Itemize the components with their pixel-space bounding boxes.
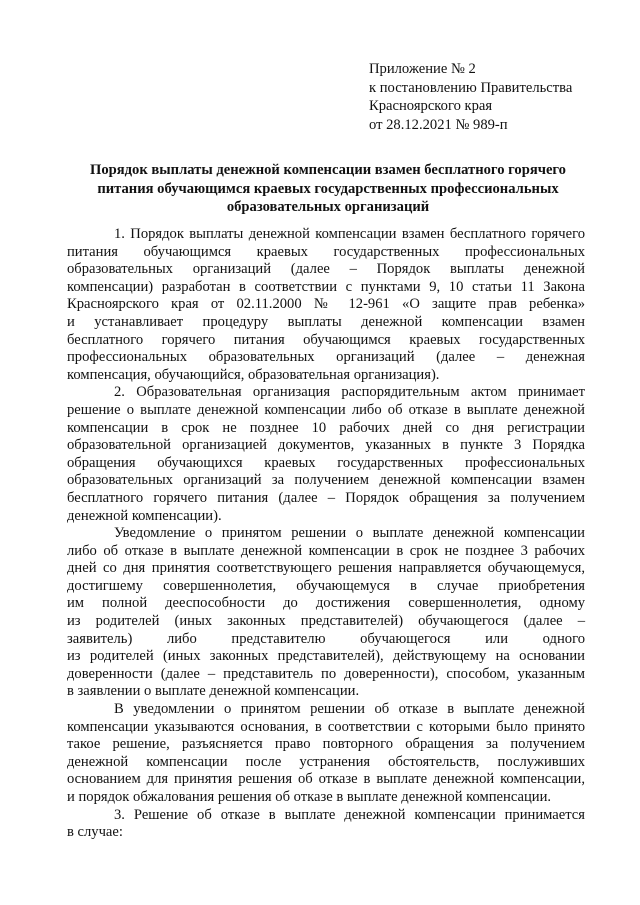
title-line: питания обучающимся краевых государственных профессиональных [97,180,559,197]
paragraph-line: питания обучающимся краевых государственных профессиональных [67,243,585,260]
paragraph [67,384,585,525]
paragraph-line: образовательных организаций за получением денежной компенсации взамен [67,472,585,489]
paragraph [67,807,585,842]
paragraph-line: и порядок обжалования решения об отказе в выплате денежной компенсации. [67,789,552,805]
paragraph-line: обращения обучающихся краевых государственных профессиональных [67,454,585,471]
appendix-line: Приложение № 2 [369,61,476,77]
appendix-line: от 28.12.2021 № 989-п [369,116,508,133]
paragraph-line: бесплатного горячего питания (далее – Порядок обращения за получением [67,489,585,506]
paragraph-line: денежной компенсации). [67,507,222,524]
title-line: Порядок выплаты денежной компенсации взамен бесплатного горячего [90,162,566,178]
paragraph-line: компенсация, обучающийся, образовательная организация). [67,366,440,383]
paragraph-line: бесплатного горячего питания обучающимся краевых государственных [67,331,585,348]
paragraph-line: 2. Образовательная организация распорядительным актом принимает [114,384,585,401]
document-body [67,226,585,842]
appendix-header [369,60,619,134]
paragraph-line: в заявлении о выплате денежной компенсации. [67,683,360,700]
paragraph-line: профессиональных образовательных организаций (далее – денежная [67,349,585,366]
appendix-line: Красноярского края [369,98,493,114]
paragraph [67,226,585,384]
paragraph-line: из родителей (иных законных представителей), действующему на основании [67,648,585,665]
paragraph-line: основанием для принятия решения об отказе в выплате денежной компенсации, [67,771,585,788]
paragraph-line: им полной дееспособности до достижения совершеннолетия, одному [67,595,585,612]
paragraph [67,525,585,701]
paragraph-line: денежной компенсации после устранения обстоятельств, послуживших [67,753,585,770]
paragraph-line: достигшему совершеннолетия, обучающемуся в случае приобретения [67,577,585,594]
paragraph-line: заявитель) либо представителю обучающегося или одного [67,630,585,647]
paragraph-line: компенсации) разработан в соответствии с пунктами 9, 10 статьи 11 Закона [67,278,585,295]
paragraph-line: Красноярского края от 02.11.2000 № 12-961 «О защите прав ребенка» [67,296,585,313]
appendix-line: к постановлению Правительства [369,79,573,96]
paragraph-line: такое решение, разъясняется право повторного обращения за получением [67,736,585,753]
paragraph-line: и устанавливает процедуру выплаты денежной компенсации взамен [67,313,585,330]
paragraph-line: образовательных организаций (далее – Порядок выплаты денежной [67,261,585,278]
document-title [64,161,592,217]
paragraph-line: решение о выплате денежной компенсации либо об отказе в выплате денежной [67,401,585,418]
paragraph-line: компенсации в срок не позднее 10 рабочих дней со дня регистрации [67,419,585,436]
paragraph-line: либо об отказе в выплате денежной компенсации в срок не позднее 3 рабочих [67,542,585,559]
paragraph-line: образовательной организацией документов, указанных в пункте 3 Порядка [67,437,585,454]
paragraph-line: в случае: [67,824,123,841]
paragraph-line: 3. Решение об отказе в выплате денежной компенсации принимается [114,806,585,823]
paragraph-line: 1. Порядок выплаты денежной компенсации взамен бесплатного горячего [114,226,585,242]
paragraph-line: В уведомлении о принятом решении об отказе в выплате денежной [114,701,585,718]
paragraph-line: Уведомление о принятом решении о выплате денежной компенсации [114,525,585,542]
title-line: образовательных организаций [226,199,430,215]
paragraph [67,701,585,807]
paragraph-line: из родителей (иных законных представителей) обучающегося (далее – [67,613,585,630]
paragraph-line: доверенности (далее – представитель по доверенности), способом, указанным [67,665,585,682]
paragraph-line: дней со дня принятия соответствующего решения направляется обучающемуся, [67,560,585,577]
paragraph-line: компенсации указываются основания, в соответствии с которыми было принято [67,718,585,735]
